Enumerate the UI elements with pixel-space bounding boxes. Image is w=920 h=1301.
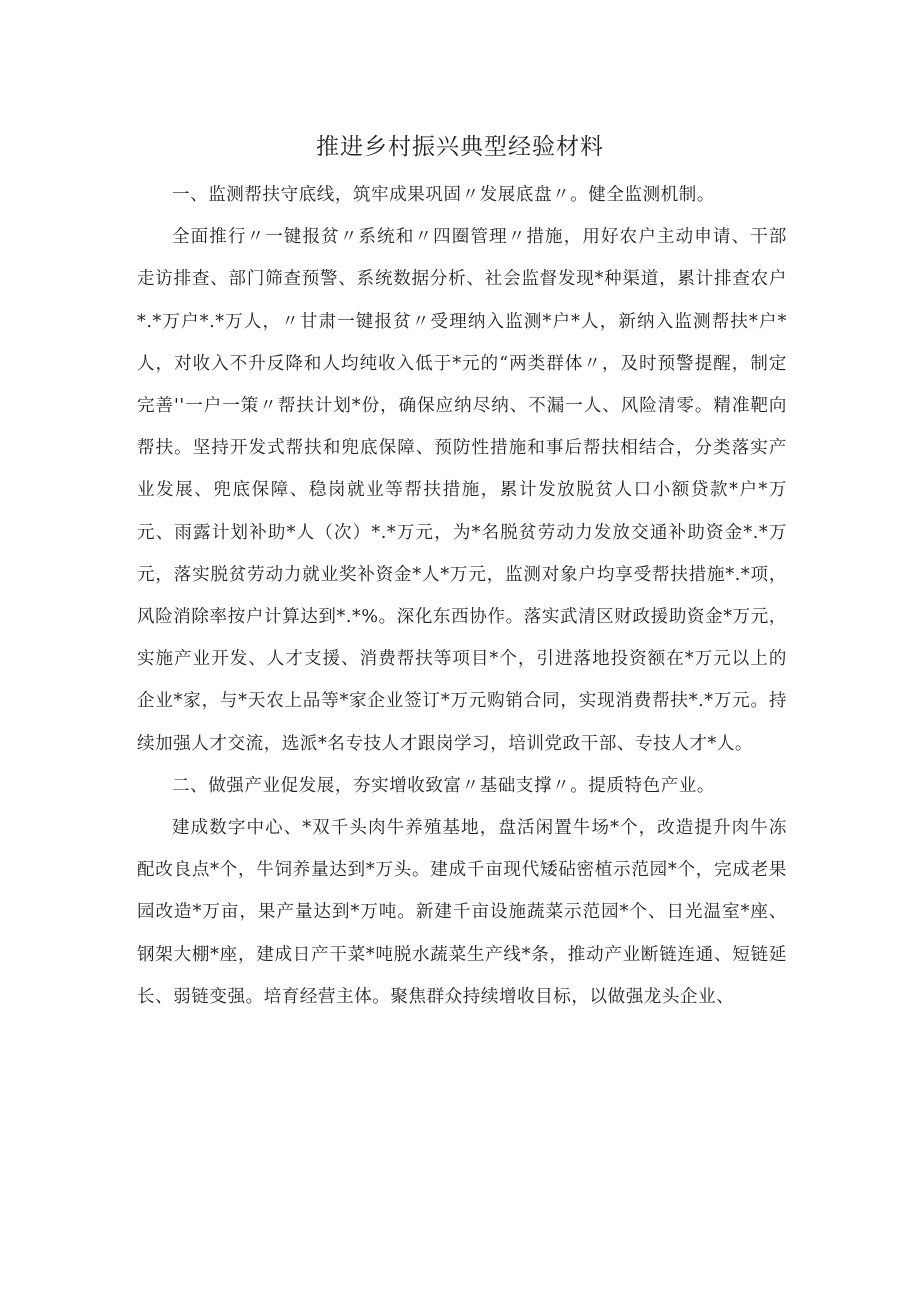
section-heading-1: 一、监测帮扶守底线，筑牢成果巩固〃发展底盘〃。健全监测机制。 [172,185,715,205]
paragraph-monitoring: 全面推行〃一键报贫〃系统和〃四圈管理〃措施，用好农户主动申请、干部走访排查、部门筛查预警、系统数据分析、社会监督发现*种渠道，累计排查农户*.*万户*.*万人，〃甘肃一键报贫〃受理纳入监测*户*人，新纳入监测帮扶*户*人，对收入不升反降和人均纯收入低于*元的“两类群体〃，及时预警提醒，制定完善''一户一策〃帮扶计划*份，确保应纳尽纳、不漏一人、风险清零。精准靶向帮扶。坚持开发式帮扶和兜底保障、预防性措施和事后帮扶相结合，分类落实产业发展、兜底保障、稳岗就业等帮扶措施，累计发放脱贫人口小额贷款*户*万元、雨露计划补助*人（次）*.*万元，为*名脱贫劳动力发放交通补助资金*.*万元，落实脱贫劳动力就业奖补资金*人*万元，监测对象户均享受帮扶措施*.*项，风险消除率按户计算达到*.*%。深化东西协作。落实武清区财政援助资金*万元，实施产业开发、人才支援、消费帮扶等项目*个，引进落地投资额在*万元以上的企业*家，与*天农上品等*家企业签订*万元购销合同，实现消费帮扶*.*万元。持续加强人才交流，选派*名专技人才跟岗学习，培训党政干部、专技人才*人。 [137,227,787,754]
section-heading-2: 二、做强产业促发展，夯实增收致富〃基础支撑〃。提质特色产业。 [172,775,715,796]
document-title: 推进乡村振兴典型经验材料 [316,134,604,160]
document-body [137,174,787,1018]
paragraph-industry: 建成数字中心、*双千头肉牛养殖基地，盘活闲置牛场*个，改造提升肉牛冻配改良点*个，牛饲养量达到*万头。建成千亩现代矮砧密植示范园*个，完成老果园改造*万亩，果产量达到*万吨。新建千亩设施蔬菜示范园*个、日光温室*座、钢架大棚*座，建成日产干菜*吨脱水蔬菜生产线*条，推动产业断链连通、短链延长、弱链变强。培育经营主体。聚焦群众持续增收目标，以做强龙头企业、 [137,818,787,1007]
